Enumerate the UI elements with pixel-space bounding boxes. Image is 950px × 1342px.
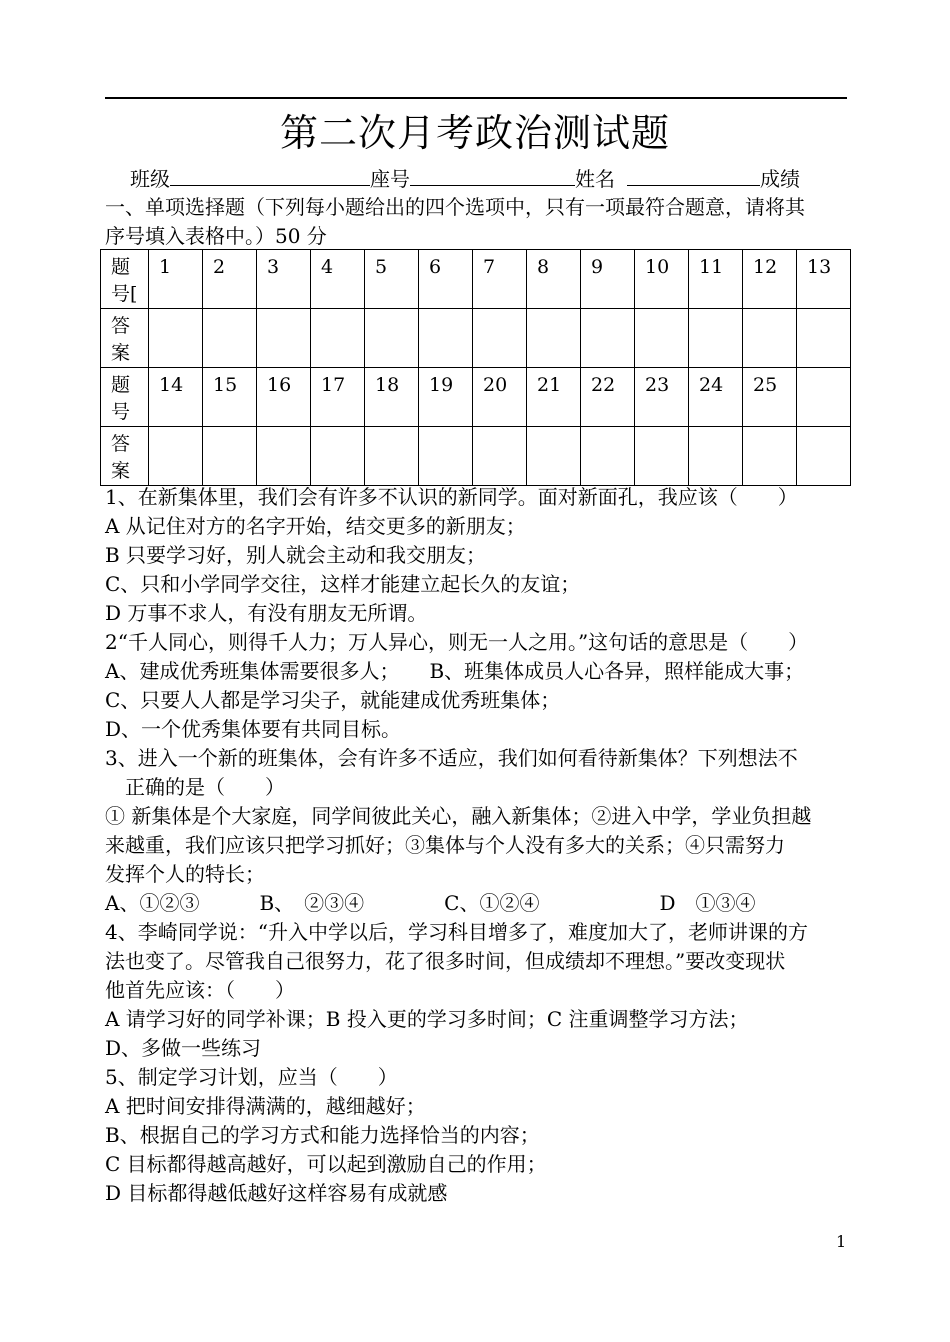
- answer-cell[interactable]: [797, 309, 851, 368]
- question-number-cell: 19: [419, 368, 473, 427]
- question-text-line: B 只要学习好，别人就会主动和我交朋友；: [105, 543, 487, 567]
- answer-cell[interactable]: [689, 309, 743, 368]
- page-title: 第二次月考政治测试题: [279, 111, 670, 155]
- answer-cell[interactable]: [257, 427, 311, 486]
- answer-cell[interactable]: [311, 309, 365, 368]
- question-number-cell: 18: [365, 368, 419, 427]
- question-number-cell: 15: [203, 368, 257, 427]
- question-number-cell: 22: [581, 368, 635, 427]
- header-rule: [105, 97, 847, 99]
- question-number-cell: 24: [689, 368, 743, 427]
- table-row-numbers-1: [101, 250, 851, 309]
- question-text-line: A、建成优秀班集体需要很多人； B、班集体成员人心各异，照样能成大事；: [105, 659, 805, 683]
- answer-cell[interactable]: [203, 309, 257, 368]
- seat-label: 座号: [370, 167, 410, 191]
- name-label: 姓名: [575, 167, 615, 191]
- question-number-cell: 6: [419, 250, 473, 309]
- question-text-line: D、多做一些练习: [105, 1036, 262, 1060]
- answer-cell[interactable]: [527, 309, 581, 368]
- question-text-line: A 把时间安排得满满的，越细越好；: [105, 1094, 426, 1118]
- answer-cell[interactable]: [743, 427, 797, 486]
- question-text-line: 发挥个人的特长；: [105, 862, 265, 886]
- table-row-answers-2: [101, 427, 851, 486]
- question-text-line: 法也变了。尽管我自己很努力，花了很多时间，但成绩却不理想。”要改变现状: [105, 949, 786, 973]
- question-text-line: A 请学习好的同学补课；B 投入更的学习多时间；C 注重调整学习方法；: [105, 1007, 749, 1031]
- answer-table: [100, 249, 851, 486]
- answer-cell[interactable]: [365, 309, 419, 368]
- table-row-numbers-2: [101, 368, 851, 427]
- question-text-line: 他首先应该：（ ）: [105, 978, 295, 1002]
- answer-cell[interactable]: [149, 427, 203, 486]
- question-text-line: 5、制定学习计划，应当（ ）: [105, 1065, 398, 1089]
- question-number-cell: 1: [149, 250, 203, 309]
- answer-cell[interactable]: [581, 427, 635, 486]
- question-text-line: 1、在新集体里，我们会有许多不认识的新同学。面对新面孔，我应该（ ）: [105, 485, 798, 509]
- name-blank[interactable]: [627, 165, 760, 186]
- section1-instruction-line1: 一、单项选择题（下列每小题给出的四个选项中，只有一项最符合题意，请将其: [105, 195, 805, 219]
- answer-cell[interactable]: [365, 427, 419, 486]
- question-text-line: 正确的是（ ）: [105, 775, 285, 799]
- answer-cell[interactable]: [149, 309, 203, 368]
- row-header-cell: 答 案: [101, 309, 149, 368]
- question-text-line: 来越重，我们应该只把学习抓好；③集体与个人没有多大的关系；④只需努力: [105, 833, 785, 857]
- answer-cell[interactable]: [419, 427, 473, 486]
- section1-instruction-line2: 序号填入表格中。）50 分: [105, 224, 327, 248]
- question-number-cell: 13: [797, 250, 851, 309]
- question-number-cell: 9: [581, 250, 635, 309]
- score-label: 成绩: [760, 167, 800, 191]
- question-text-line: D 目标都得越低越好这样容易有成就感: [105, 1181, 448, 1205]
- question-number-cell: 14: [149, 368, 203, 427]
- question-text-line: A、①②③ B、 ②③④ C、①②④ D ①③④: [105, 891, 756, 915]
- question-number-cell: 8: [527, 250, 581, 309]
- answer-cell[interactable]: [743, 309, 797, 368]
- question-number-cell: 2: [203, 250, 257, 309]
- table-row-answers-1: [101, 309, 851, 368]
- answer-cell[interactable]: [311, 427, 365, 486]
- question-text-line: A 从记住对方的名字开始，结交更多的新朋友；: [105, 514, 526, 538]
- question-number-cell: 11: [689, 250, 743, 309]
- row-header-cell: 题 号: [101, 368, 149, 427]
- question-number-cell: 4: [311, 250, 365, 309]
- question-text-line: D 万事不求人，有没有朋友无所谓。: [105, 601, 428, 625]
- answer-cell[interactable]: [635, 309, 689, 368]
- question-text-line: D、一个优秀集体要有共同目标。: [105, 717, 402, 741]
- answer-cell[interactable]: [527, 427, 581, 486]
- question-number-cell: 23: [635, 368, 689, 427]
- question-text-line: B、根据自己的学习方式和能力选择恰当的内容；: [105, 1123, 540, 1147]
- class-label: 班级: [130, 167, 170, 191]
- question-number-cell: 7: [473, 250, 527, 309]
- answer-cell[interactable]: [797, 427, 851, 486]
- question-number-cell: 25: [743, 368, 797, 427]
- question-number-cell: 12: [743, 250, 797, 309]
- question-number-cell: 16: [257, 368, 311, 427]
- page-number: 1: [836, 1232, 847, 1251]
- answer-cell[interactable]: [203, 427, 257, 486]
- row-header-cell: 答 案: [101, 427, 149, 486]
- class-blank[interactable]: [170, 165, 370, 186]
- question-text-line: 3、进入一个新的班集体，会有许多不适应，我们如何看待新集体？下列想法不: [105, 746, 798, 770]
- answer-cell[interactable]: [689, 427, 743, 486]
- question-text-line: 2“千人同心，则得千人力；万人异心，则无一人之用。”这句话的意思是（ ）: [105, 630, 809, 654]
- question-number-cell: 3: [257, 250, 311, 309]
- answer-cell[interactable]: [419, 309, 473, 368]
- question-text-line: 4、李崎同学说：“升入中学以后，学习科目增多了，难度加大了，老师讲课的方: [105, 920, 808, 944]
- answer-cell[interactable]: [581, 309, 635, 368]
- question-number-cell: 21: [527, 368, 581, 427]
- question-number-cell: 20: [473, 368, 527, 427]
- student-info-line: [130, 165, 800, 193]
- question-text-line: C 目标都得越高越好，可以起到激励自己的作用；: [105, 1152, 547, 1176]
- question-number-cell: 17: [311, 368, 365, 427]
- answer-cell[interactable]: [473, 427, 527, 486]
- question-text-line: C、只要人人都是学习尖子，就能建成优秀班集体；: [105, 688, 561, 712]
- question-text-line: ① 新集体是个大家庭，同学间彼此关心，融入新集体；②进入中学，学业负担越: [105, 804, 812, 828]
- answer-cell[interactable]: [257, 309, 311, 368]
- answer-cell[interactable]: [635, 427, 689, 486]
- question-number-cell: 10: [635, 250, 689, 309]
- question-number-cell: [797, 368, 851, 427]
- question-number-cell: 5: [365, 250, 419, 309]
- answer-cell[interactable]: [473, 309, 527, 368]
- question-text-line: C、只和小学同学交往，这样才能建立起长久的友谊；: [105, 572, 581, 596]
- seat-blank[interactable]: [410, 165, 575, 186]
- row-header-cell: 题 号[: [101, 250, 149, 309]
